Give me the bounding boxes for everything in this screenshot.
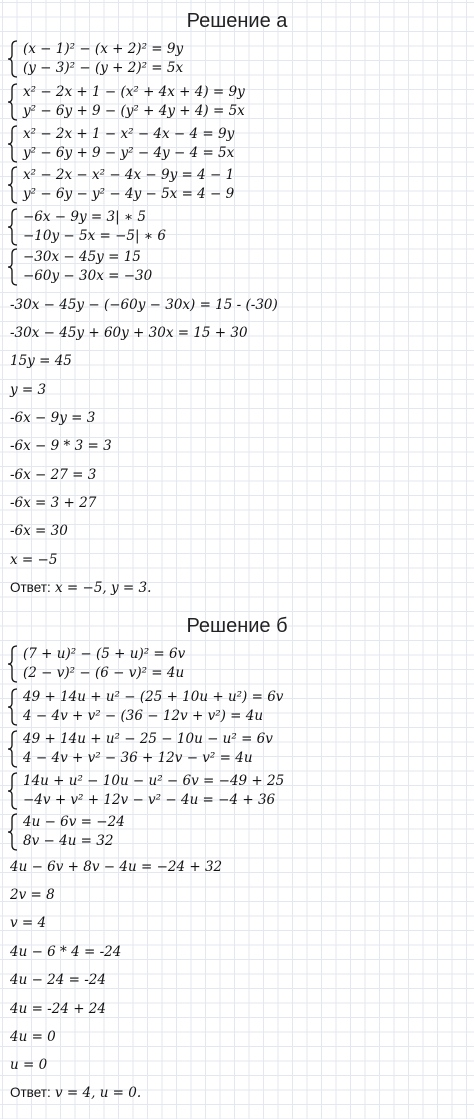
system-line: 4 − 4v + v² − (36 − 12v + v²) = 4u (23, 708, 264, 724)
section-b-title: Решение б (186, 615, 288, 637)
system-b-2 (7, 688, 283, 726)
system-line: 49 + 14u + u² − (25 + 10u + u²) = 6v (23, 689, 284, 705)
system-b-1 (7, 645, 185, 683)
system-a-4 (7, 166, 234, 204)
step-line: x = −5 (10, 552, 58, 568)
step-line: 4u = 0 (10, 1029, 56, 1045)
system-b-5 (7, 813, 125, 851)
system-b-4 (7, 772, 284, 810)
step-line: u = 0 (10, 1057, 48, 1073)
system-line: y² − 6y + 9 − (y² + 4y + 4) = 5x (23, 103, 245, 119)
step-line: v = 4 (10, 915, 47, 931)
brace-icon (7, 248, 19, 286)
brace-icon (7, 40, 19, 78)
step-line: -6x − 9 * 3 = 3 (10, 438, 112, 454)
answer-label: Ответ: (10, 1085, 51, 1100)
step-line: -6x − 27 = 3 (10, 467, 97, 483)
system-b-3 (7, 730, 273, 768)
section-a-title: Решение а (186, 10, 288, 32)
system-line: −6x − 9y = 3| ∗ 5 (23, 209, 147, 225)
brace-icon (7, 83, 19, 121)
system-line: x² − 2x + 1 − x² − 4x − 4 = 9y (23, 126, 235, 142)
step-line: 4u − 6 * 4 = -24 (10, 944, 122, 960)
system-line: 4 − 4v + v² − 36 + 12v − v² = 4u (23, 750, 253, 766)
step-line: -30x − 45y − (−60y − 30x) = 15 - (-30) (10, 297, 278, 313)
system-line: −30x − 45y = 15 (23, 249, 141, 265)
answer-value: v = 4, u = 0. (55, 1085, 142, 1101)
step-line: 15y = 45 (10, 353, 72, 369)
system-line: 14u + u² − 10u − u² − 6v = −49 + 25 (23, 773, 285, 789)
system-line: (y − 3)² − (y + 2)² = 5x (23, 60, 184, 76)
system-a-5 (7, 208, 166, 246)
step-line: -6x = 3 + 27 (10, 495, 97, 511)
step-line: y = 3 (10, 382, 47, 398)
brace-icon (7, 813, 19, 851)
system-a-2 (7, 83, 245, 121)
system-a-6 (7, 248, 152, 286)
system-line: −60y − 30x = −30 (23, 268, 153, 284)
brace-icon (7, 166, 19, 204)
brace-icon (7, 208, 19, 246)
answer-a (10, 579, 151, 597)
system-line: 4u − 6v = −24 (23, 814, 125, 830)
system-line: y² − 6y + 9 − y² − 4y − 4 = 5x (23, 145, 235, 161)
system-line: (7 + u)² − (5 + u)² = 6v (23, 646, 186, 662)
brace-icon (7, 772, 19, 810)
step-line: -6x = 30 (10, 523, 68, 539)
brace-icon (7, 125, 19, 163)
brace-icon (7, 645, 19, 683)
system-line: x² − 2x − x² − 4x − 9y = 4 − 1 (23, 167, 235, 183)
system-line: −4v + v² + 12v − v² − 4u = −4 + 36 (23, 792, 276, 808)
system-line: (x − 1)² − (x + 2)² = 9y (23, 41, 184, 57)
answer-value: x = −5, y = 3. (55, 580, 152, 596)
step-line: 2v = 8 (10, 887, 55, 903)
system-line: −10y − 5x = −5| ∗ 6 (23, 228, 166, 244)
step-line: -30x − 45y + 60y + 30x = 15 + 30 (10, 325, 248, 341)
system-line: x² − 2x + 1 − (x² + 4x + 4) = 9y (23, 84, 245, 100)
step-line: 4u = -24 + 24 (10, 1001, 106, 1017)
system-a-3 (7, 125, 234, 163)
step-line: -6x − 9y = 3 (10, 410, 96, 426)
system-a-1 (7, 40, 183, 78)
brace-icon (7, 730, 19, 768)
step-line: 4u − 6v + 8v − 4u = −24 + 32 (10, 859, 223, 875)
step-line: 4u − 24 = -24 (10, 972, 106, 988)
system-line: (2 − v)² − (6 − v)² = 4u (23, 665, 185, 681)
system-line: 49 + 14u + u² − 25 − 10u − u² = 6v (23, 731, 273, 747)
system-line: 8v − 4u = 32 (23, 833, 114, 849)
brace-icon (7, 688, 19, 726)
system-line: y² − 6y − y² − 4y − 5x = 4 − 9 (23, 186, 235, 202)
answer-label: Ответ: (10, 580, 51, 595)
answer-b (10, 1084, 141, 1102)
